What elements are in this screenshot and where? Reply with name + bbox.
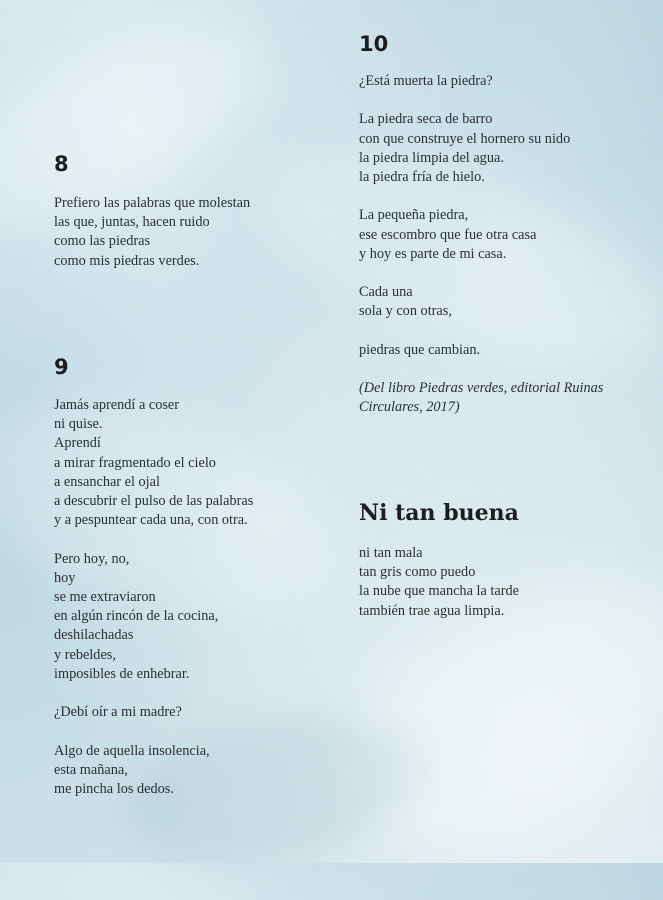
poem-line: ese escombro que fue otra casa bbox=[359, 226, 537, 243]
poem-line: también trae agua limpia. bbox=[359, 602, 505, 619]
poem-body bbox=[54, 194, 324, 271]
poem-line: ni quise. bbox=[54, 416, 103, 433]
poem-line: a mirar fragmentado el cielo bbox=[54, 454, 216, 471]
poem-line: Pero hoy, no, bbox=[54, 550, 130, 567]
stanza-break bbox=[359, 264, 639, 283]
poem-9 bbox=[54, 355, 324, 799]
poem-ni-tan-buena bbox=[359, 500, 639, 621]
poem-line: esta mañana, bbox=[54, 761, 128, 778]
poem-line: Jamás aprendí a coser bbox=[54, 397, 180, 413]
poem-line: La pequeña piedra, bbox=[359, 207, 469, 224]
poem-body bbox=[359, 544, 639, 621]
poem-heading: 10 bbox=[359, 32, 389, 56]
poem-line: tan gris como puedo bbox=[359, 564, 476, 581]
poem-line: la piedra limpia del agua. bbox=[359, 149, 504, 166]
stanza-break bbox=[54, 530, 324, 549]
poem-line: y a pespuntear cada una, con otra. bbox=[54, 512, 248, 529]
poem-title: Ni tan buena bbox=[359, 500, 519, 526]
poem-line: la piedra fría de hielo. bbox=[359, 169, 485, 185]
stanza-break bbox=[54, 684, 324, 703]
poem-line: ¿Debí oír a mi madre? bbox=[54, 704, 182, 721]
source-citation: (Del libro Piedras verdes, editorial Ruinas bbox=[359, 380, 604, 397]
poem-line: deshilachadas bbox=[54, 627, 134, 644]
poem-line: hoy bbox=[54, 569, 76, 586]
poem-line: Aprendí bbox=[54, 435, 101, 452]
poem-10 bbox=[359, 32, 639, 418]
poem-heading: 9 bbox=[54, 355, 69, 379]
poem-line: como las piedras bbox=[54, 233, 151, 250]
poem-line: La piedra seca de barro bbox=[359, 111, 493, 128]
stanza-break bbox=[359, 91, 639, 110]
poem-line: sola y con otras, bbox=[359, 303, 452, 320]
poem-line: la nube que mancha la tarde bbox=[359, 583, 519, 600]
poem-line: a ensanchar el ojal bbox=[54, 473, 160, 490]
stanza-break bbox=[359, 322, 639, 341]
poem-line: ni tan mala bbox=[359, 545, 423, 561]
stanza-break bbox=[359, 187, 639, 206]
poem-line: Prefiero las palabras que molestan bbox=[54, 195, 251, 211]
poem-line: ¿Está muerta la piedra? bbox=[359, 73, 493, 89]
poem-line: como mis piedras verdes. bbox=[54, 252, 200, 269]
poem-line: Algo de aquella insolencia, bbox=[54, 742, 210, 759]
stanza-break bbox=[359, 360, 639, 379]
poem-heading: 8 bbox=[54, 152, 69, 176]
poem-line: piedras que cambian. bbox=[359, 341, 481, 358]
poem-line: a descubrir el pulso de las palabras bbox=[54, 493, 254, 510]
poem-line: y rebeldes, bbox=[54, 646, 116, 663]
poem-body bbox=[54, 396, 324, 799]
source-citation: Circulares, 2017) bbox=[359, 399, 460, 416]
poem-line: y hoy es parte de mi casa. bbox=[359, 245, 507, 262]
poem-line: las que, juntas, hacen ruido bbox=[54, 214, 210, 231]
poem-line: Cada una bbox=[359, 284, 413, 301]
poem-line: imposibles de enhebrar. bbox=[54, 665, 190, 682]
poem-line: me pincha los dedos. bbox=[54, 781, 174, 798]
poem-line: se me extraviaron bbox=[54, 589, 156, 606]
poem-line: con que construye el hornero su nido bbox=[359, 130, 571, 147]
poem-8 bbox=[54, 152, 324, 271]
poem-body bbox=[359, 72, 639, 418]
poem-line: en algún rincón de la cocina, bbox=[54, 608, 219, 625]
stanza-break bbox=[54, 722, 324, 741]
